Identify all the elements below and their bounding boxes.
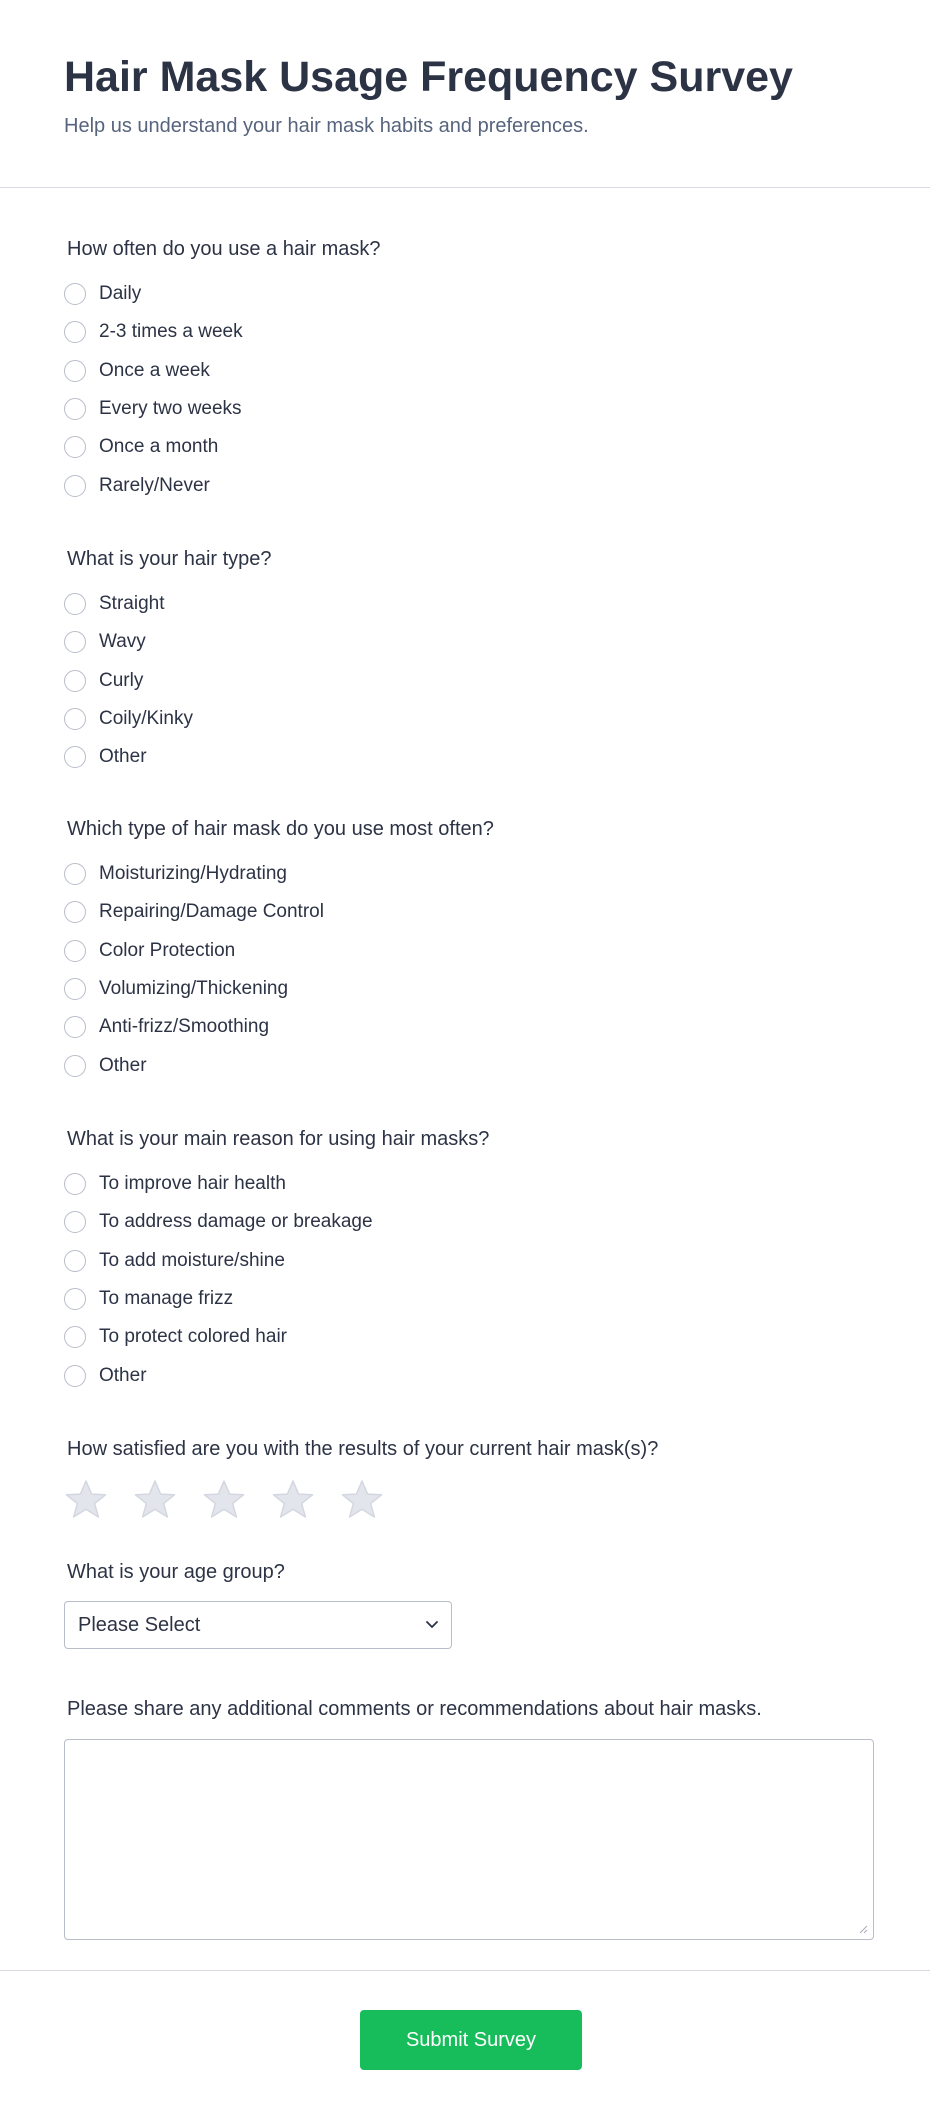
radio-button[interactable] xyxy=(64,436,86,458)
question-label: Which type of hair mask do you use most often? xyxy=(67,818,494,840)
radio-label[interactable]: To add moisture/shine xyxy=(99,1249,285,1271)
radio-option[interactable] xyxy=(64,390,874,428)
radio-label[interactable]: Every two weeks xyxy=(99,398,242,420)
radio-button[interactable] xyxy=(64,940,86,962)
form-header xyxy=(0,0,930,188)
radio-button[interactable] xyxy=(64,593,86,615)
radio-label[interactable]: Rarely/Never xyxy=(99,474,210,496)
radio-label[interactable]: Other xyxy=(99,1364,147,1386)
radio-option[interactable] xyxy=(64,662,874,700)
radio-group xyxy=(64,585,874,776)
radio-button[interactable] xyxy=(64,1365,86,1387)
radio-button[interactable] xyxy=(64,283,86,305)
radio-label[interactable]: Moisturizing/Hydrating xyxy=(99,863,287,885)
radio-option[interactable] xyxy=(64,1318,874,1356)
radio-label[interactable]: Once a week xyxy=(99,359,210,381)
radio-option[interactable] xyxy=(64,352,874,390)
radio-option[interactable] xyxy=(64,1356,874,1394)
radio-option[interactable] xyxy=(64,1280,874,1318)
radio-option[interactable] xyxy=(64,1242,874,1280)
radio-label[interactable]: To address damage or breakage xyxy=(99,1211,373,1233)
radio-button[interactable] xyxy=(64,1055,86,1077)
question-label: Please share any additional comments or recommendations about hair masks. xyxy=(67,1698,762,1720)
radio-option[interactable] xyxy=(64,313,874,351)
radio-option[interactable] xyxy=(64,932,874,970)
radio-button[interactable] xyxy=(64,1250,86,1272)
radio-option[interactable] xyxy=(64,623,874,661)
page-subtitle: Help us understand your hair mask habits and preferences. xyxy=(64,115,589,137)
radio-button[interactable] xyxy=(64,360,86,382)
radio-button[interactable] xyxy=(64,1326,86,1348)
chevron-down-icon xyxy=(425,1620,439,1630)
question-reason xyxy=(64,1127,874,1395)
radio-option[interactable] xyxy=(64,700,874,738)
radio-group xyxy=(64,275,874,505)
radio-label[interactable]: Other xyxy=(99,746,147,768)
question-satisfaction xyxy=(64,1437,874,1519)
radio-group xyxy=(64,1165,874,1395)
radio-option[interactable] xyxy=(64,275,874,313)
radio-label[interactable]: To improve hair health xyxy=(99,1173,286,1195)
radio-button[interactable] xyxy=(64,1173,86,1195)
submit-button[interactable]: Submit Survey xyxy=(360,2010,582,2070)
question-mask-type xyxy=(64,817,874,1085)
radio-label[interactable]: Volumizing/Thickening xyxy=(99,978,289,1000)
question-label: What is your hair type? xyxy=(67,548,272,570)
radio-option[interactable] xyxy=(64,1008,874,1046)
age-group-select[interactable] xyxy=(64,1601,452,1649)
radio-label[interactable]: 2-3 times a week xyxy=(99,321,243,343)
star-icon[interactable] xyxy=(340,1479,384,1519)
radio-label[interactable]: Coily/Kinky xyxy=(99,708,193,730)
radio-option[interactable] xyxy=(64,1165,874,1203)
radio-button[interactable] xyxy=(64,398,86,420)
radio-option[interactable] xyxy=(64,428,874,466)
question-label: How satisfied are you with the results of your current hair mask(s)? xyxy=(67,1438,659,1460)
comments-textarea[interactable] xyxy=(64,1739,874,1940)
star-icon[interactable] xyxy=(64,1479,108,1519)
radio-button[interactable] xyxy=(64,631,86,653)
form-footer xyxy=(0,1970,930,2051)
radio-option[interactable] xyxy=(64,466,874,504)
radio-button[interactable] xyxy=(64,670,86,692)
radio-button[interactable] xyxy=(64,978,86,1000)
star-icon[interactable] xyxy=(271,1479,315,1519)
question-label: What is your age group? xyxy=(67,1561,285,1583)
radio-button[interactable] xyxy=(64,1288,86,1310)
radio-button[interactable] xyxy=(64,708,86,730)
radio-option[interactable] xyxy=(64,855,874,893)
star-icon[interactable] xyxy=(133,1479,177,1519)
radio-label[interactable]: Curly xyxy=(99,669,144,691)
radio-group xyxy=(64,855,874,1085)
radio-label[interactable]: To protect colored hair xyxy=(99,1326,287,1348)
star-rating xyxy=(64,1479,874,1519)
radio-button[interactable] xyxy=(64,1211,86,1233)
radio-label[interactable]: Repairing/Damage Control xyxy=(99,901,324,923)
radio-option[interactable] xyxy=(64,1046,874,1084)
radio-label[interactable]: Once a month xyxy=(99,436,219,458)
radio-option[interactable] xyxy=(64,585,874,623)
question-comments xyxy=(64,1697,874,1940)
page-title: Hair Mask Usage Frequency Survey xyxy=(64,53,793,101)
star-icon[interactable] xyxy=(202,1479,246,1519)
radio-label[interactable]: Wavy xyxy=(99,631,146,653)
radio-label[interactable]: Color Protection xyxy=(99,939,236,961)
question-label: What is your main reason for using hair masks? xyxy=(67,1128,490,1150)
resize-handle-icon[interactable] xyxy=(858,1924,868,1934)
radio-label[interactable]: Straight xyxy=(99,593,165,615)
select-value: Please Select xyxy=(78,1613,201,1636)
question-label: How often do you use a hair mask? xyxy=(67,238,381,260)
radio-option[interactable] xyxy=(64,893,874,931)
question-frequency xyxy=(64,237,874,505)
question-hair-type xyxy=(64,547,874,776)
radio-option[interactable] xyxy=(64,738,874,776)
radio-label[interactable]: Anti-frizz/Smoothing xyxy=(99,1016,270,1038)
radio-button[interactable] xyxy=(64,1016,86,1038)
radio-label[interactable]: Daily xyxy=(99,283,142,305)
radio-button[interactable] xyxy=(64,746,86,768)
question-age xyxy=(64,1560,874,1649)
radio-button[interactable] xyxy=(64,901,86,923)
radio-button[interactable] xyxy=(64,321,86,343)
radio-button[interactable] xyxy=(64,863,86,885)
radio-option[interactable] xyxy=(64,970,874,1008)
radio-label[interactable]: Other xyxy=(99,1054,147,1076)
radio-label[interactable]: To manage frizz xyxy=(99,1288,234,1310)
radio-button[interactable] xyxy=(64,475,86,497)
radio-option[interactable] xyxy=(64,1203,874,1241)
